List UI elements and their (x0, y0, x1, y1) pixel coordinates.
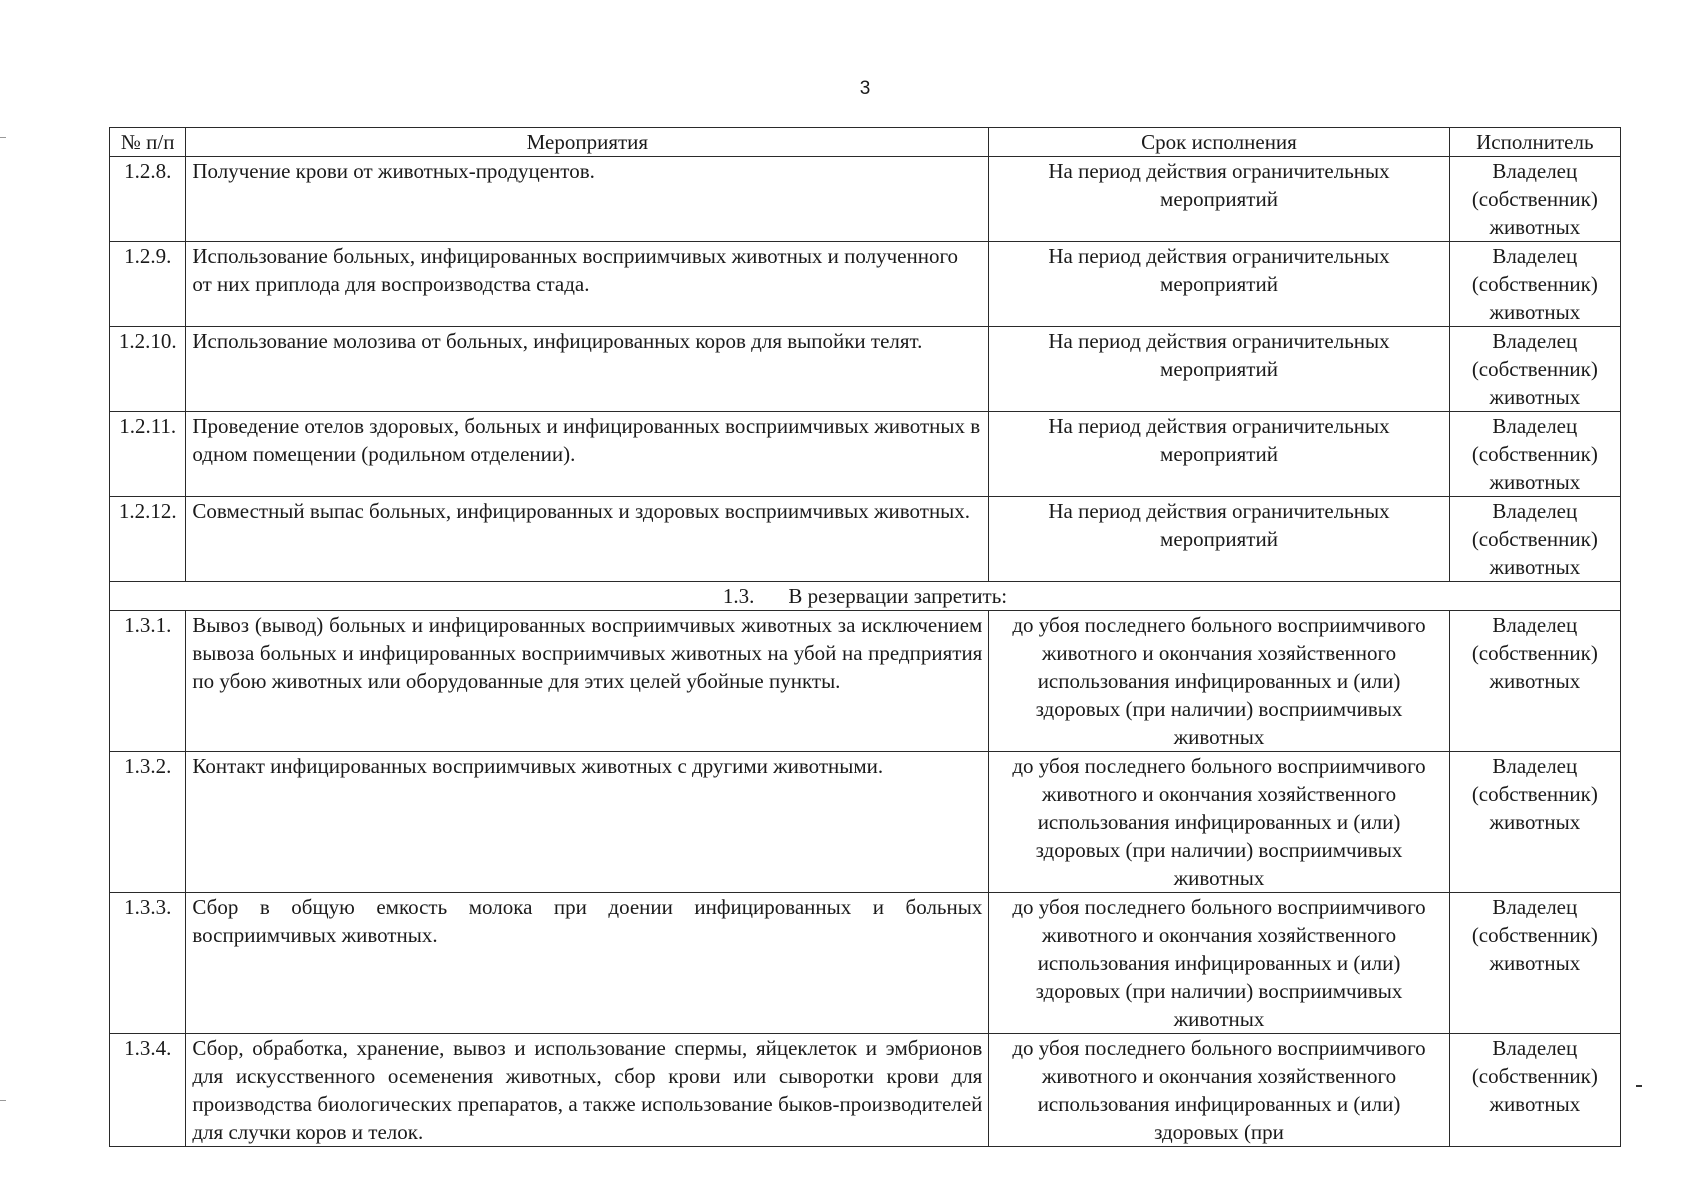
row-executor: Владелец (собственник) животных (1449, 752, 1620, 893)
row-executor: Владелец (собственник) животных (1449, 611, 1620, 752)
row-number: 1.2.12. (110, 497, 186, 582)
row-term: до убоя последнего больного восприимчивого животного и окончания хозяйственного использования инфицированных и (или) здоровых (при наличии) восприимчивых животных (989, 752, 1449, 893)
row-measure: Получение крови от животных-продуцентов. (186, 157, 989, 242)
row-measure: Проведение отелов здоровых, больных и инфицированных восприимчивых животных в одном помещении (родильном отделении). (186, 412, 989, 497)
table-row (110, 157, 1621, 242)
section-title: В резервации запретить: (788, 584, 1008, 608)
row-measure: Контакт инфицированных восприимчивых животных с другими животными. (186, 752, 989, 893)
row-number: 1.3.3. (110, 893, 186, 1034)
row-number: 1.2.11. (110, 412, 186, 497)
row-executor: Владелец (собственник) животных (1449, 412, 1620, 497)
table-row (110, 893, 1621, 1034)
row-measure: Совместный выпас больных, инфицированных и здоровых восприимчивых животных. (186, 497, 989, 582)
table-row (110, 327, 1621, 412)
row-number: 1.3.4. (110, 1034, 186, 1147)
section-number: 1.3. (722, 584, 755, 608)
table-row (110, 611, 1621, 752)
section-heading (110, 582, 1621, 611)
scan-edge-mark (0, 1100, 6, 1101)
row-executor: Владелец (собственник) животных (1449, 157, 1620, 242)
header-measure: Мероприятия (186, 128, 989, 157)
page-number: 3 (859, 78, 871, 99)
row-term: На период действия ограничительных мероприятий (989, 242, 1449, 327)
row-term: На период действия ограничительных мероприятий (989, 412, 1449, 497)
row-term: до убоя последнего больного восприимчивого животного и окончания хозяйственного использования инфицированных и (или) здоровых (при наличии) восприимчивых животных (989, 893, 1449, 1034)
section-row (110, 582, 1621, 611)
row-executor: Владелец (собственник) животных (1449, 497, 1620, 582)
table-header-row (110, 128, 1621, 157)
row-measure: Использование больных, инфицированных восприимчивых животных и полученного от них приплода для воспроизводства стада. (186, 242, 989, 327)
row-number: 1.2.10. (110, 327, 186, 412)
row-measure: Сбор, обработка, хранение, вывоз и использование спермы, яйцеклеток и эмбрионов для искусственного осеменения животных, сбор крови или сыворотки крови для производства биологических препаратов, а также использование быков-производителей для случки коров и телок. (186, 1034, 989, 1147)
row-number: 1.3.1. (110, 611, 186, 752)
table-row (110, 752, 1621, 893)
row-term: до убоя последнего больного восприимчивого животного и окончания хозяйственного использования инфицированных и (или) здоровых (при (989, 1034, 1449, 1147)
scan-mark (1636, 1085, 1642, 1087)
row-measure: Вывоз (вывод) больных и инфицированных восприимчивых животных за исключением вывоза больных и инфицированных восприимчивых животных на убой на предприятия по убою животных или оборудованные для этих целей убойные пункты. (186, 611, 989, 752)
row-measure: Использование молозива от больных, инфицированных коров для выпойки телят. (186, 327, 989, 412)
row-term: На период действия ограничительных мероприятий (989, 327, 1449, 412)
table-row (110, 497, 1621, 582)
row-term: до убоя последнего больного восприимчивого животного и окончания хозяйственного использования инфицированных и (или) здоровых (при наличии) восприимчивых животных (989, 611, 1449, 752)
table-row (110, 1034, 1621, 1147)
row-term: На период действия ограничительных мероприятий (989, 157, 1449, 242)
header-executor: Исполнитель (1449, 128, 1620, 157)
table-row (110, 242, 1621, 327)
row-executor: Владелец (собственник) животных (1449, 893, 1620, 1034)
row-number: 1.2.9. (110, 242, 186, 327)
row-term: На период действия ограничительных мероприятий (989, 497, 1449, 582)
row-executor: Владелец (собственник) животных (1449, 327, 1620, 412)
table-row (110, 412, 1621, 497)
measures-table (109, 127, 1621, 1147)
row-number: 1.2.8. (110, 157, 186, 242)
header-num: № п/п (110, 128, 186, 157)
header-term: Срок исполнения (989, 128, 1449, 157)
row-executor: Владелец (собственник) животных (1449, 1034, 1620, 1147)
row-executor: Владелец (собственник) животных (1449, 242, 1620, 327)
row-measure: Сбор в общую емкость молока при доении инфицированных и больных восприимчивых животных. (186, 893, 989, 1034)
row-number: 1.3.2. (110, 752, 186, 893)
scan-edge-mark (0, 137, 6, 138)
